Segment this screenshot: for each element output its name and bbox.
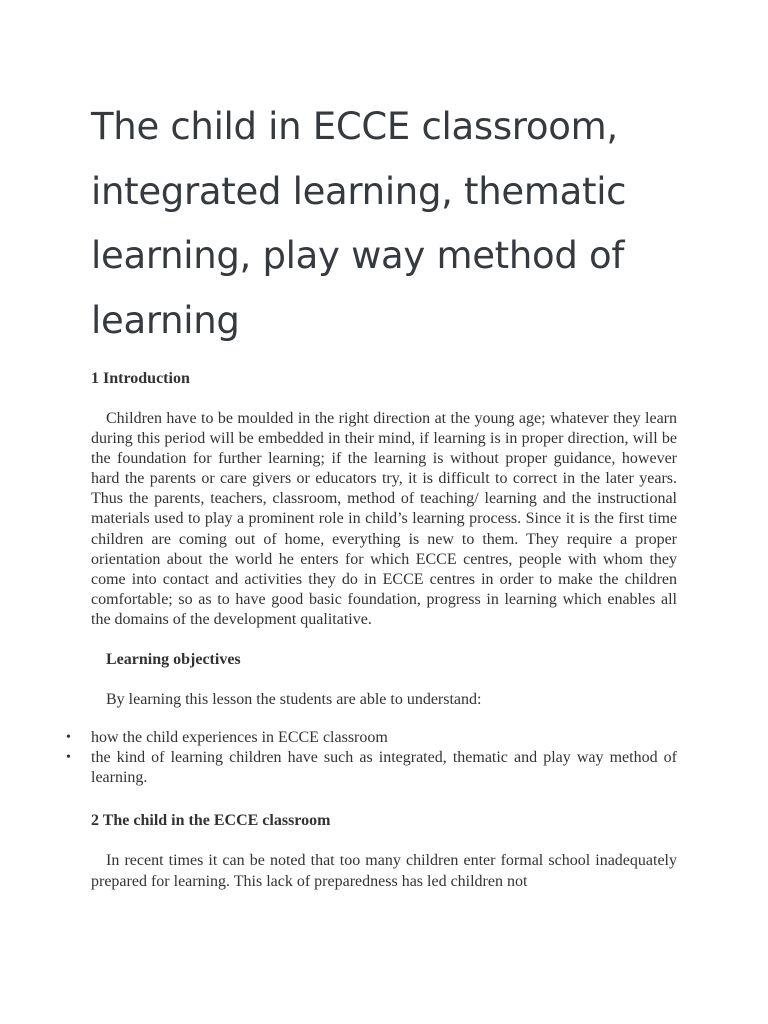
bullet-icon: • (66, 730, 71, 746)
list-item (66, 728, 677, 748)
list-item-text: how the child experiences in ECCE classroom (91, 729, 388, 747)
learning-objectives-heading: Learning objectives (106, 651, 241, 669)
learning-objectives-list (66, 728, 677, 788)
learning-objectives-intro: By learning this lesson the students are able to understand: (106, 691, 482, 709)
section-heading-introduction: 1 Introduction (91, 370, 190, 387)
section-heading-ecce-classroom: 2 The child in the ECCE classroom (91, 812, 331, 830)
document-title: The child in ECCE classroom, integrated learning, thematic learning, play way method of learning (91, 105, 627, 342)
ecce-classroom-paragraph: In recent times it can be noted that too many children enter formal school inadequately prepared for learning. This lack of preparedness has led children not (91, 852, 677, 890)
introduction-paragraph: Children have to be moulded in the right direction at the young age; whatever they learn during this period will be embedded in their mind, if learning is in proper direction, will be the foundation for further learning; if the learning is without proper guidance, however hard the parents or care givers or educators try, it is difficult to correct in the later years. Thus the parents, teachers, classroom, method of teaching/ learning and the instructional materials used to play a prominent role in child’s learning process. Since it is the first time children are coming out of home, everything is new to them. They require a proper orientation about the world he enters for which ECCE centres, people with whom they come into contact and activities they do in ECCE centres in order to make the children comfortable; so as to have good basic foundation, progress in learning which enables all the domains of the development qualitative. (91, 410, 677, 628)
bullet-icon: • (66, 750, 71, 766)
document-page (66, 95, 677, 892)
list-item (66, 748, 677, 788)
list-item-text: the kind of learning children have such as integrated, thematic and play way method of learning. (91, 749, 677, 787)
